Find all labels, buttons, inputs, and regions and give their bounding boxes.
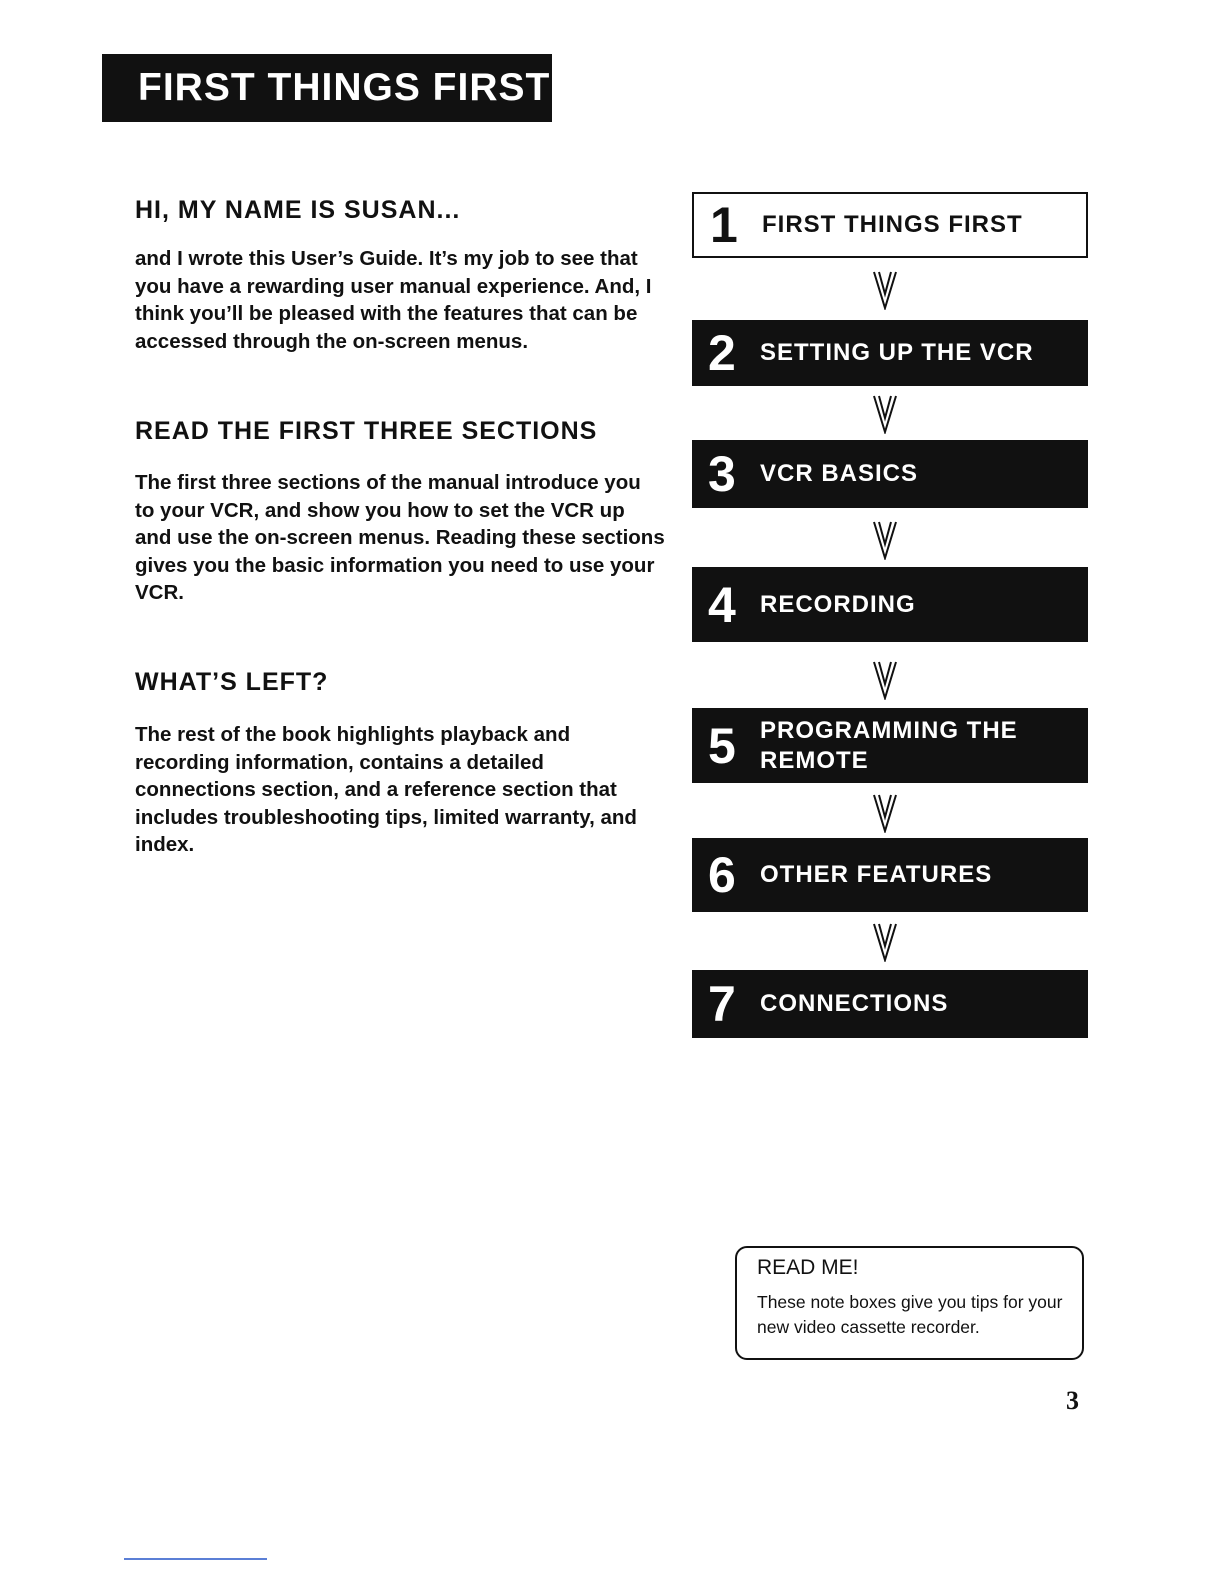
section-label: SETTING UP THE VCR: [760, 339, 1034, 366]
banner-title: FIRST THINGS FIRST: [138, 66, 551, 109]
heading-whats-left: WHAT’S LEFT?: [135, 668, 329, 696]
down-arrow-icon: [872, 660, 898, 700]
section-number: 7: [708, 976, 736, 1032]
note-text: These note boxes give you tips for your new video cassette recorder.: [757, 1292, 1063, 1337]
section-box-2: [692, 320, 1088, 386]
section-box-5: [692, 708, 1088, 783]
section-label: OTHER FEATURES: [760, 861, 993, 888]
section-box-1: [692, 192, 1088, 258]
section-number: 3: [708, 446, 736, 502]
section-number: 1: [710, 197, 738, 253]
section-number: 5: [708, 717, 736, 774]
heading-first-three-sections: READ THE FIRST THREE SECTIONS: [135, 417, 598, 445]
section-label: FIRST THINGS FIRST: [762, 211, 1023, 238]
note-box: [735, 1246, 1084, 1360]
down-arrow-icon: [872, 270, 898, 310]
section-box-6: [692, 838, 1088, 912]
section-label: CONNECTIONS: [760, 990, 949, 1017]
heading-intro: HI, MY NAME IS SUSAN...: [135, 196, 461, 224]
section-number: 6: [708, 847, 736, 903]
page-number: 3: [1066, 1386, 1079, 1415]
paragraph-first-three-sections: The first three sections of the manual introduce you to your VCR, and show you how to set the VCR up and use the on-screen menus. Reading these sections gives you the basic information you need to use your VCR.: [135, 471, 665, 604]
section-box-7: [692, 970, 1088, 1038]
section-label: VCR BASICS: [760, 460, 919, 487]
section-label: RECORDING: [760, 590, 916, 618]
section-box-3: [692, 440, 1088, 508]
section-label: PROGRAMMING THE REMOTE: [760, 716, 1018, 774]
down-arrow-icon: [872, 520, 898, 560]
paragraph-intro: and I wrote this User’s Guide. It’s my job to see that you have a rewarding user manual experience. And, I think you’ll be pleased with the features that can be accessed through the on-screen menus.: [135, 247, 652, 353]
scan-mark: [124, 1558, 267, 1560]
section-number: 2: [708, 325, 736, 381]
down-arrow-icon: [872, 793, 898, 833]
down-arrow-icon: [872, 394, 898, 434]
down-arrow-icon: [872, 922, 898, 962]
paragraph-whats-left: The rest of the book highlights playback and recording information, contains a detailed connections section, and a reference section that includes troubleshooting tips, limited warranty, and index.: [135, 723, 637, 856]
section-box-4: [692, 567, 1088, 642]
section-banner: [102, 54, 552, 122]
section-number: 4: [708, 576, 736, 633]
note-title: READ ME!: [757, 1256, 859, 1279]
